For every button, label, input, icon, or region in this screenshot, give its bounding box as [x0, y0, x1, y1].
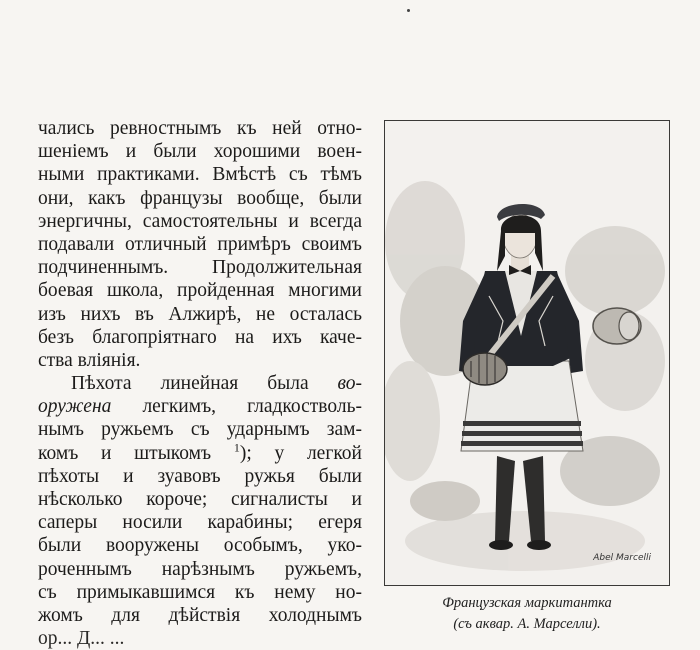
body-text-column — [38, 117, 362, 650]
vivandiere-illustration — [385, 121, 668, 584]
footnote-marker: 1 — [233, 440, 240, 455]
text-line: ства влiянiя. — [38, 349, 141, 371]
text-line: энергичны, самостоятельны и всегда — [38, 210, 362, 232]
text-line: саперы носили карабины; егеря — [38, 512, 362, 534]
text-line — [38, 372, 362, 395]
emphasis-text: во- — [337, 373, 362, 395]
text-run: ); у легкой — [239, 442, 362, 464]
text-run: легкимъ, гладкостволь- — [111, 396, 362, 418]
text-line — [38, 395, 362, 418]
text-line: безъ благопрiятнаго на ихъ каче- — [38, 326, 362, 348]
figure-caption-title: Французская маркитантка — [442, 595, 612, 611]
text-line — [38, 442, 362, 465]
emphasis-text: оружена — [38, 396, 112, 418]
text-line: нымъ ружьемъ съ ударнымъ зам- — [38, 419, 362, 441]
text-line: съ примыкавшимся къ нему но- — [38, 581, 362, 603]
barrel-drawing — [593, 308, 641, 344]
text-run: Пѣхота линейная была — [71, 373, 338, 395]
text-line: ными практиками. Вмѣстѣ съ тѣмъ — [38, 164, 362, 186]
text-line: жомъ для дѣйствiя холоднымъ — [38, 604, 362, 626]
text-line: подчиненнымъ. Продолжительная — [38, 257, 362, 279]
artist-signature: Abel Marcelli — [593, 553, 651, 563]
figure-caption-credit: (съ аквар. А. Марселли). — [453, 616, 601, 632]
text-run: комъ и штыкомъ — [38, 442, 234, 464]
text-line: чались ревностнымъ къ ней отно- — [38, 118, 362, 139]
text-line: были вооружены особымъ, уко- — [38, 535, 362, 557]
text-line: они, какъ французы вообще, были — [38, 187, 362, 209]
text-line: боевая школа, пройденная многими — [38, 280, 362, 302]
text-line: изъ нихъ въ Алжирѣ, не осталась — [38, 303, 362, 325]
text-line: нѣсколько короче; сигналисты и — [38, 489, 362, 510]
text-line-partial: ор... Д... ... — [38, 628, 125, 650]
scan-speck — [407, 9, 410, 12]
text-line: пѣхоты и зуавовъ ружья были — [38, 465, 362, 487]
text-line: подавали отличный примѣръ своимъ — [38, 233, 362, 255]
text-line: роченнымъ нарѣзнымъ ружьемъ, — [38, 558, 362, 580]
illustration-frame — [384, 120, 670, 586]
text-line: шенiемъ и были хорошими воен- — [38, 141, 362, 163]
